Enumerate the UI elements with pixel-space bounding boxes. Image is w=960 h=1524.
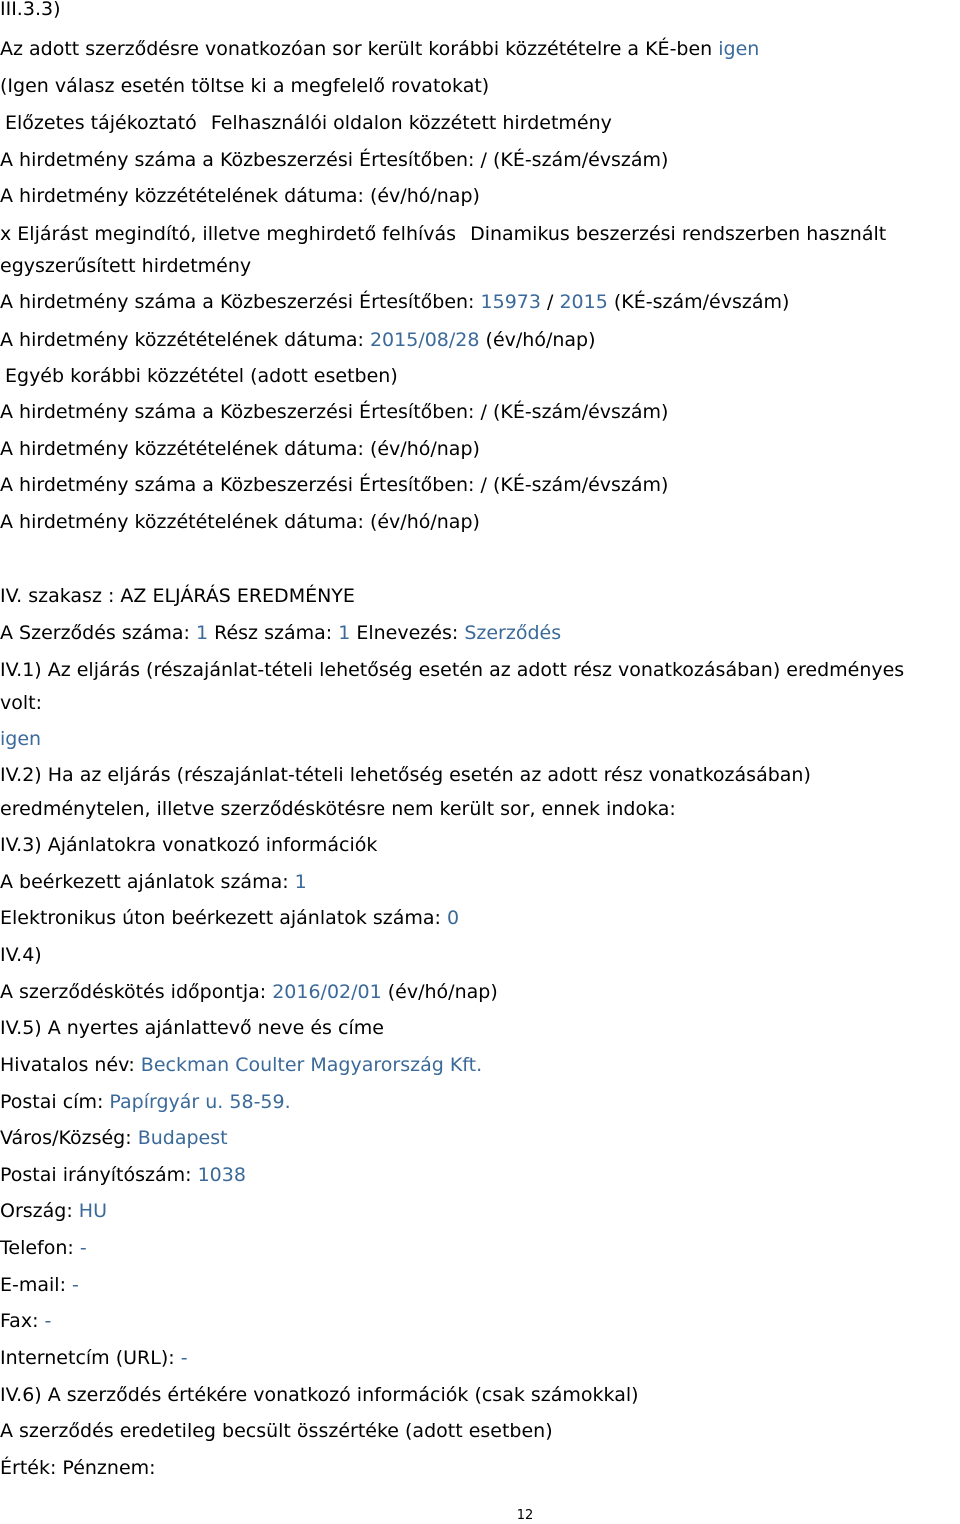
iv2-line2 [0,796,676,822]
part-number: 1 [338,622,351,644]
country: HU [78,1200,107,1222]
call-options-row-cont [0,253,251,279]
iv1-line1 [0,657,904,683]
block2-date [0,327,596,353]
iv6-title [0,1382,639,1408]
iv4-title [0,942,42,968]
text-segment: A hirdetmény közzétételének dátuma: (év/hó/nap) [0,511,480,533]
text-segment: Hivatalos név: [0,1054,135,1076]
fax: - [44,1310,52,1332]
country-row [0,1198,107,1224]
text-segment: IV.3) Ajánlatokra vonatkozó információk [0,834,378,856]
text-segment: A szerződés eredetileg becsült összértéke (adott esetben) [0,1420,553,1442]
text-segment: Eljárást megindító, illetve meghirdető felhívás [17,223,457,245]
text-segment: IV.1) Az eljárás (részajánlat-tételi lehetőség esetén az adott rész vonatkozásában) eredményes [0,659,905,681]
text-segment: Egyéb korábbi közzététel (adott esetben) [5,365,398,387]
text-segment: Internetcím (URL): [0,1347,175,1369]
text-segment: E-mail: [0,1274,66,1296]
text-segment: egyszerűsített hirdetmény [0,255,252,277]
notice-date: 2015/08/28 [369,329,480,351]
publication-options-row [5,110,612,136]
text-segment: A hirdetmény közzétételének dátuma: (év/hó/nap) [0,185,480,207]
text-segment: volt: [0,692,42,714]
text-segment: A hirdetmény közzétételének dátuma: [0,329,364,351]
zip-code: 1038 [197,1164,246,1186]
url-row [0,1345,188,1371]
block3-date [0,436,480,462]
offers-row [0,869,307,895]
iv5-title [0,1015,384,1041]
text-segment: IV.4) [0,944,42,966]
value-currency-row [0,1455,156,1481]
text-segment: (év/hó/nap) [387,981,498,1003]
section-heading-iii-3-3 [0,0,60,22]
text-segment: Ország: [0,1200,73,1222]
section-iv-title [0,583,355,609]
official-name: Beckman Coulter Magyarország Kft. [140,1054,483,1076]
text-segment: A hirdetmény száma a Közbeszerzési Értesítőben: / (KÉ-szám/évszám) [0,149,669,171]
text-segment: Dinamikus beszerzési rendszerben használt [470,223,887,245]
text-segment: A szerződéskötés időpontja: [0,981,267,1003]
contract-name: Szerződés [464,622,562,644]
checked-mark: x [0,223,12,245]
prior-publication-row [0,36,759,62]
contract-identification-row [0,620,561,646]
text-segment: Felhasználói oldalon közzétett hirdetmény [210,112,612,134]
iv1-line2 [0,690,42,716]
phone-row [0,1235,87,1261]
fax-row [0,1308,51,1334]
text-segment: igen [0,728,42,750]
notice-year: 2015 [559,291,608,313]
email-row [0,1272,79,1298]
contract-number: 1 [195,622,209,644]
block3-number [0,399,668,425]
text-segment: Érték: [0,1457,57,1479]
other-publication [5,363,398,389]
text-segment: (év/hó/nap) [485,329,596,351]
postal-address: Papírgyár u. 58-59. [109,1091,291,1113]
text-segment: Telefon: [0,1237,74,1259]
text-segment: eredménytelen, illetve szerződéskötésre nem került sor, ennek indoka: [0,798,676,820]
text-segment: A hirdetmény száma a Közbeszerzési Értesítőben: [0,291,475,313]
text-segment: Elnevezés: [356,622,459,644]
block1-number [0,147,668,173]
notice-number: 15973 [480,291,541,313]
text-segment: A Szerződés száma: [0,622,190,644]
block4-date [0,509,480,535]
fill-note [0,73,489,99]
text-segment: A hirdetmény száma a Közbeszerzési Értesítőben: / (KÉ-szám/évszám) [0,474,669,496]
text-segment: IV. szakasz : AZ ELJÁRÁS EREDMÉNYE [0,585,355,607]
estimated-value-row [0,1418,553,1444]
iv2-line1 [0,762,811,788]
text-segment: Postai irányítószám: [0,1164,192,1186]
text-segment: IV.5) A nyertes ajánlattevő neve és címe [0,1017,384,1039]
page-number: 12 [516,1508,534,1523]
text-segment: Előzetes tájékoztató [5,112,197,134]
text-segment: Pénznem: [62,1457,156,1479]
city: Budapest [137,1127,228,1149]
city-row [0,1125,228,1151]
text-segment: / [547,291,554,313]
text-segment: Elektronikus úton beérkezett ajánlatok száma: [0,907,441,929]
phone: - [79,1237,87,1259]
url: - [180,1347,188,1369]
text-segment: Rész száma: [214,622,333,644]
text-segment: IV.2) Ha az eljárás (részajánlat-tételi lehetőség esetén az adott rész vonatkozásában) [0,764,811,786]
e-offers-row [0,905,459,931]
text-segment: Város/Község: [0,1127,132,1149]
text-segment: IV.6) A szerződés értékére vonatkozó információk (csak számokkal) [0,1384,639,1406]
contract-date: 2016/02/01 [272,981,382,1003]
zip-row [0,1162,246,1188]
text-segment: Postai cím: [0,1091,104,1113]
text-segment: (KÉ-szám/évszám) [613,291,790,313]
text-segment: A hirdetmény száma a Közbeszerzési Értesítőben: / (KÉ-szám/évszám) [0,401,669,423]
text-segment: (Igen válasz esetén töltse ki a megfelelő rovatokat) [0,75,490,97]
email: - [72,1274,79,1296]
text-segment: III.3.3) [0,0,61,20]
contract-date-row [0,979,498,1005]
official-name-row [0,1052,482,1078]
e-offers-count: 0 [447,907,460,929]
iv1-value [0,726,41,752]
call-options-row [0,221,886,247]
text-segment: Az adott szerződésre vonatkozóan sor került korábbi közzétételre a KÉ-ben [0,38,713,60]
text-segment: A hirdetmény közzétételének dátuma: (év/hó/nap) [0,438,480,460]
block1-date [0,183,480,209]
block4-number [0,472,668,498]
block2-number [0,289,789,315]
iv3-title [0,832,377,858]
postal-address-row [0,1089,291,1115]
text-segment: A beérkezett ajánlatok száma: [0,871,289,893]
text-segment: Fax: [0,1310,39,1332]
offers-count: 1 [294,871,307,893]
prior-publication-value: igen [718,38,760,60]
